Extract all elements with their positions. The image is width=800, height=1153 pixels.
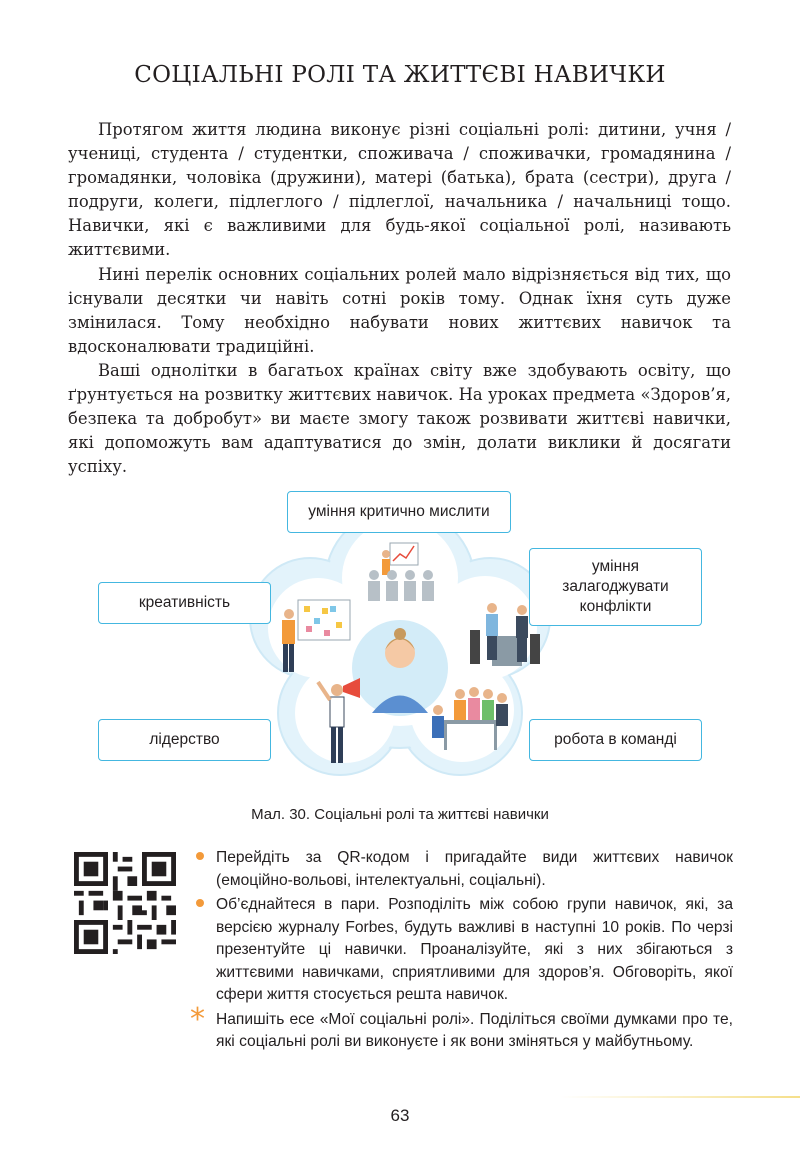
page-title: СОЦІАЛЬНІ РОЛІ ТА ЖИТТЄВІ НАВИЧКИ [134,62,666,88]
orange-bullet-icon [196,899,204,907]
orange-bullet-icon [196,852,204,860]
skill-critical-thinking: уміння критично мислити [287,491,511,533]
figure-caption: Мал. 30. Соціальні ролі та життєві навички [251,806,549,823]
task-list [190,847,733,1056]
task-item: Перейдіть за QR-кодом і пригадайте види життєвих навичок (емоційно-вольові, інтелектуальні, соціальні). [196,847,733,892]
paragraph: Нині перелік основних соціальних ролей мало відрізняється від тих, що існували десятки чи навіть сотні років тому. Однак їхня суть дуже змінилася. Тому необхідно набувати нових життєвих навичок та вдосконалювати традиційні. [68,264,731,356]
page-number: 63 [390,1106,410,1125]
asterisk-icon: * [190,1001,205,1037]
qr-code-icon[interactable] [74,852,176,954]
skill-teamwork: робота в команді [529,719,702,761]
footer-decor-line [560,1096,800,1098]
paragraph: Ваші однолітки в багатьох країнах світу вже здобувають освіту, що ґрунтується на розвитку життєвих навичок. На уроках предмета «Здоров’я, безпека та добробут» ви маєте змогу також розвивати життєві навички, які допоможуть вам адаптуватися до змін, долати виклики й досягати успіху. [68,360,731,477]
paragraph: Протягом життя людина виконує різні соціальні ролі: дитини, учня / учениці, студента / студентки, споживача / споживачки, громадянина / громадянки, чоловіка (дружини), матері (батька), брата (сестри), друга / подруги, колеги, підлеглого / підлеглої, начальника / начальниці тощо. Навички, які є важливими для будь-якої соціальної ролі, називають життєвими. [68,120,731,260]
skill-creativity: креативність [98,582,271,624]
task-item: Об’єднайтеся в пари. Розподіліть між собою групи навичок, які, за версією журналу Forbes, будуть важливі в наступні 10 років. По черзі презентуйте ці навички. Проаналізуйте, які з них збігаються з життєвими навичками, сприятливими для здоров’я. Обговоріть, якої сфери життя стосується решта навичок. [196,894,733,1007]
task-item: * Напишіть есе «Мої соціальні ролі». Поділіться своїми думками про те, які соціальні ролі ви виконуєте і як вони зміняться у майбутньому. [190,1001,733,1050]
skill-leadership: лідерство [98,719,271,761]
body-text [68,118,731,479]
skill-conflict-resolution: уміння залагоджувати конфлікти [529,548,702,626]
skills-diagram [0,488,800,788]
